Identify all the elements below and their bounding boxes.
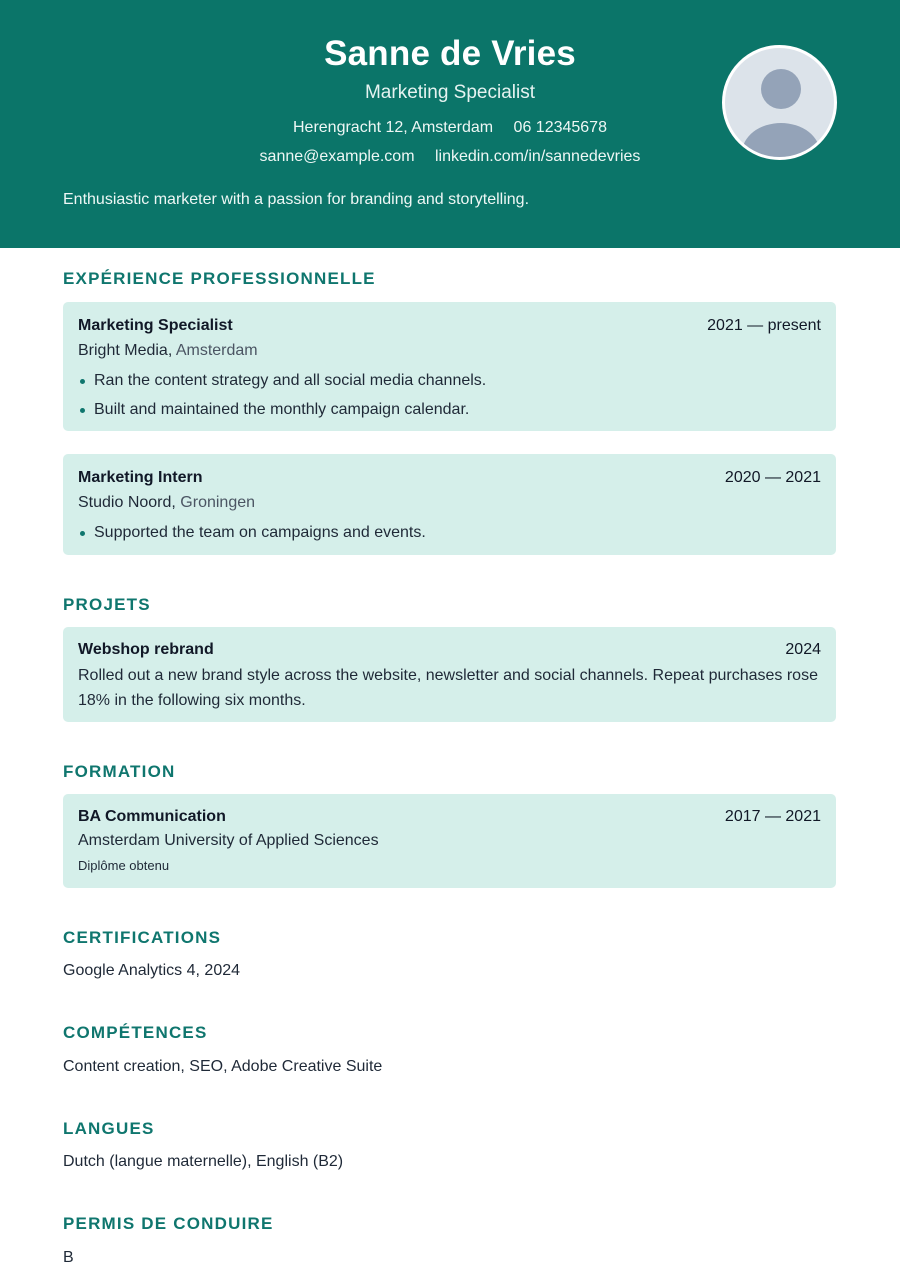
employer <box>78 494 255 512</box>
achievement-list <box>78 523 426 552</box>
person-silhouette-body <box>742 123 820 160</box>
person-silhouette-icon <box>761 69 801 109</box>
project-header <box>78 641 821 659</box>
experience-entry <box>63 302 836 431</box>
company-name: Bright Media, <box>78 342 173 359</box>
license-text: B <box>63 1249 74 1266</box>
list-item: Supported the team on campaigns and events. <box>78 523 426 552</box>
project-name: Webshop rebrand <box>78 641 214 658</box>
section-title-languages: LANGUES <box>63 1119 155 1138</box>
linkedin-link[interactable]: linkedin.com/in/sannedevries <box>434 148 641 165</box>
list-item: Built and maintained the monthly campaign calendar. <box>78 400 486 429</box>
email-link[interactable]: sanne@example.com <box>259 148 415 165</box>
experience-header <box>78 317 821 335</box>
company-name: Studio Noord, <box>78 494 176 511</box>
address: Herengracht 12, Amsterdam <box>293 119 494 136</box>
project-description: Rolled out a new brand style across the website, newsletter and social channels. Repeat purchases rose 18% in the following six months. <box>78 667 818 709</box>
languages-text: Dutch (langue maternelle), English (B2) <box>63 1153 344 1170</box>
list-item: Ran the content strategy and all social media channels. <box>78 371 486 400</box>
education-entry <box>63 794 836 888</box>
job-dates: 2021 — present <box>707 317 821 334</box>
section-title-certifications: CERTIFICATIONS <box>63 928 222 947</box>
section-title-skills: COMPÉTENCES <box>63 1023 208 1042</box>
section-title-education: FORMATION <box>63 762 176 781</box>
avatar <box>722 45 837 160</box>
section-title-projects: PROJETS <box>63 595 151 614</box>
degree: BA Communication <box>78 808 226 825</box>
phone: 06 12345678 <box>513 119 607 136</box>
section-title-license: PERMIS DE CONDUIRE <box>63 1214 274 1233</box>
company-location: Amsterdam <box>175 342 258 359</box>
certifications-text: Google Analytics 4, 2024 <box>63 962 241 979</box>
job-dates: 2020 — 2021 <box>724 469 821 486</box>
candidate-title: Marketing Specialist <box>364 82 536 103</box>
job-role: Marketing Specialist <box>78 317 233 334</box>
employer <box>78 342 258 360</box>
education-dates: 2017 — 2021 <box>724 808 821 825</box>
candidate-name: Sanne de Vries <box>324 34 576 73</box>
skills-text: Content creation, SEO, Adobe Creative Suite <box>63 1058 383 1075</box>
experience-header <box>78 469 821 487</box>
resume-header <box>0 0 900 248</box>
company-location: Groningen <box>180 494 256 511</box>
project-entry <box>63 627 836 722</box>
profile-summary: Enthusiastic marketer with a passion for branding and storytelling. <box>63 191 530 208</box>
school-name: Amsterdam University of Applied Sciences <box>78 832 379 849</box>
experience-entry <box>63 454 836 555</box>
achievement-list <box>78 371 486 429</box>
education-header <box>78 808 821 826</box>
project-year: 2024 <box>785 641 821 658</box>
job-role: Marketing Intern <box>78 469 203 486</box>
degree-status: Diplôme obtenu <box>78 858 170 873</box>
section-title-experience: EXPÉRIENCE PROFESSIONNELLE <box>63 269 376 288</box>
